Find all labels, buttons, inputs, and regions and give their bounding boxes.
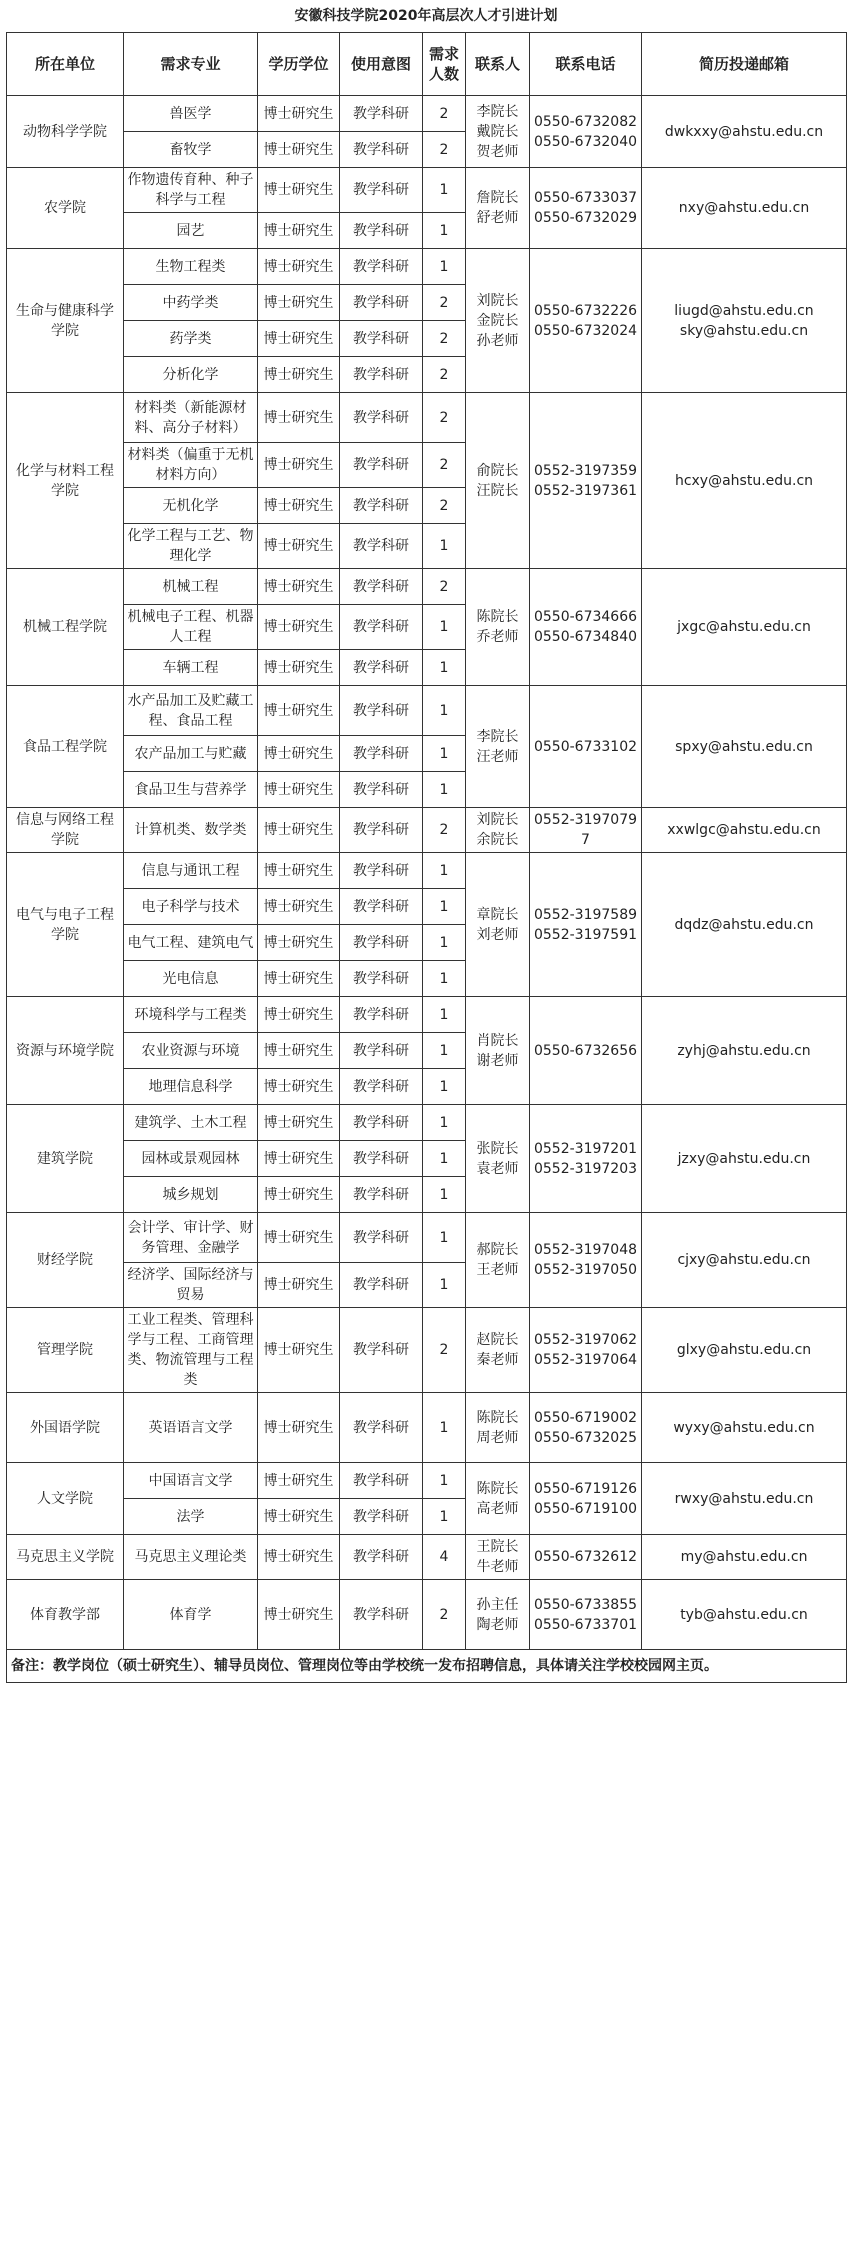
unit-cell: 财经学院 — [7, 1213, 124, 1308]
degree-cell: 博士研究生 — [258, 1308, 340, 1393]
contact-cell: 李院长 汪老师 — [466, 686, 530, 808]
count-cell: 1 — [423, 168, 466, 213]
table-row — [7, 1463, 847, 1499]
count-cell: 1 — [423, 650, 466, 686]
contact-cell: 章院长 刘老师 — [466, 853, 530, 997]
table-row — [7, 686, 847, 736]
use-cell: 教学科研 — [340, 1033, 423, 1069]
degree-cell: 博士研究生 — [258, 524, 340, 569]
major-cell: 中国语言文学 — [124, 1463, 258, 1499]
use-cell: 教学科研 — [340, 1580, 423, 1650]
degree-cell: 博士研究生 — [258, 1141, 340, 1177]
use-cell: 教学科研 — [340, 1141, 423, 1177]
count-cell: 1 — [423, 889, 466, 925]
phone-cell: 0552-3197048 0552-3197050 — [530, 1213, 642, 1308]
count-cell: 1 — [423, 961, 466, 997]
major-cell: 地理信息科学 — [124, 1069, 258, 1105]
degree-cell: 博士研究生 — [258, 569, 340, 605]
phone-cell: 0552-3197062 0552-3197064 — [530, 1308, 642, 1393]
use-cell: 教学科研 — [340, 889, 423, 925]
degree-cell: 博士研究生 — [258, 772, 340, 808]
use-cell: 教学科研 — [340, 443, 423, 488]
major-cell: 农产品加工与贮藏 — [124, 736, 258, 772]
table-row — [7, 1535, 847, 1580]
major-cell: 建筑学、土木工程 — [124, 1105, 258, 1141]
degree-cell: 博士研究生 — [258, 1580, 340, 1650]
degree-cell: 博士研究生 — [258, 357, 340, 393]
major-cell: 园艺 — [124, 213, 258, 249]
email-cell: dwkxxy@ahstu.edu.cn — [642, 96, 847, 168]
degree-cell: 博士研究生 — [258, 1463, 340, 1499]
contact-cell: 郝院长 王老师 — [466, 1213, 530, 1308]
major-cell: 化学工程与工艺、物理化学 — [124, 524, 258, 569]
header-degree: 学历学位 — [258, 33, 340, 96]
table-row — [7, 997, 847, 1033]
phone-cell: 0550-6732612 — [530, 1535, 642, 1580]
use-cell: 教学科研 — [340, 605, 423, 650]
footnote: 备注：教学岗位（硕士研究生）、辅导员岗位、管理岗位等由学校统一发布招聘信息，具体请关注学校校园网主页。 — [7, 1650, 847, 1683]
use-cell: 教学科研 — [340, 569, 423, 605]
degree-cell: 博士研究生 — [258, 1033, 340, 1069]
count-cell: 1 — [423, 1213, 466, 1263]
use-cell: 教学科研 — [340, 524, 423, 569]
degree-cell: 博士研究生 — [258, 1535, 340, 1580]
header-unit: 所在单位 — [7, 33, 124, 96]
count-cell: 2 — [423, 443, 466, 488]
table-row — [7, 569, 847, 605]
unit-cell: 马克思主义学院 — [7, 1535, 124, 1580]
unit-cell: 建筑学院 — [7, 1105, 124, 1213]
unit-cell: 体育教学部 — [7, 1580, 124, 1650]
use-cell: 教学科研 — [340, 321, 423, 357]
major-cell: 车辆工程 — [124, 650, 258, 686]
phone-cell: 0550-6733855 0550-6733701 — [530, 1580, 642, 1650]
degree-cell: 博士研究生 — [258, 997, 340, 1033]
major-cell: 会计学、审计学、财务管理、金融学 — [124, 1213, 258, 1263]
use-cell: 教学科研 — [340, 1393, 423, 1463]
email-cell: rwxy@ahstu.edu.cn — [642, 1463, 847, 1535]
phone-cell: 0552-31970797 — [530, 808, 642, 853]
header-phone: 联系电话 — [530, 33, 642, 96]
major-cell: 计算机类、数学类 — [124, 808, 258, 853]
count-cell: 2 — [423, 357, 466, 393]
table-row — [7, 1393, 847, 1463]
use-cell: 教学科研 — [340, 1177, 423, 1213]
count-cell: 1 — [423, 772, 466, 808]
count-cell: 2 — [423, 1580, 466, 1650]
use-cell: 教学科研 — [340, 132, 423, 168]
header-row — [7, 33, 847, 96]
phone-cell: 0550-6733037 0550-6732029 — [530, 168, 642, 249]
degree-cell: 博士研究生 — [258, 1105, 340, 1141]
major-cell: 材料类（偏重于无机材料方向） — [124, 443, 258, 488]
contact-cell: 赵院长 秦老师 — [466, 1308, 530, 1393]
contact-cell: 陈院长 乔老师 — [466, 569, 530, 686]
major-cell: 分析化学 — [124, 357, 258, 393]
major-cell: 体育学 — [124, 1580, 258, 1650]
count-cell: 1 — [423, 249, 466, 285]
contact-cell: 詹院长 舒老师 — [466, 168, 530, 249]
count-cell: 2 — [423, 569, 466, 605]
major-cell: 马克思主义理论类 — [124, 1535, 258, 1580]
degree-cell: 博士研究生 — [258, 132, 340, 168]
use-cell: 教学科研 — [340, 997, 423, 1033]
phone-cell: 0552-3197201 0552-3197203 — [530, 1105, 642, 1213]
major-cell: 英语语言文学 — [124, 1393, 258, 1463]
unit-cell: 食品工程学院 — [7, 686, 124, 808]
use-cell: 教学科研 — [340, 1308, 423, 1393]
use-cell: 教学科研 — [340, 772, 423, 808]
count-cell: 2 — [423, 321, 466, 357]
use-cell: 教学科研 — [340, 285, 423, 321]
use-cell: 教学科研 — [340, 213, 423, 249]
count-cell: 2 — [423, 488, 466, 524]
count-cell: 2 — [423, 96, 466, 132]
use-cell: 教学科研 — [340, 1535, 423, 1580]
count-cell: 1 — [423, 1177, 466, 1213]
count-cell: 1 — [423, 1033, 466, 1069]
unit-cell: 动物科学学院 — [7, 96, 124, 168]
use-cell: 教学科研 — [340, 357, 423, 393]
degree-cell: 博士研究生 — [258, 96, 340, 132]
use-cell: 教学科研 — [340, 961, 423, 997]
table-row — [7, 393, 847, 443]
phone-cell: 0550-6732082 0550-6732040 — [530, 96, 642, 168]
use-cell: 教学科研 — [340, 1499, 423, 1535]
degree-cell: 博士研究生 — [258, 321, 340, 357]
phone-cell: 0550-6732226 0550-6732024 — [530, 249, 642, 393]
recruitment-table — [6, 32, 847, 1683]
major-cell: 电气工程、建筑电气 — [124, 925, 258, 961]
use-cell: 教学科研 — [340, 736, 423, 772]
major-cell: 生物工程类 — [124, 249, 258, 285]
phone-cell: 0552-3197589 0552-3197591 — [530, 853, 642, 997]
unit-cell: 农学院 — [7, 168, 124, 249]
phone-cell: 0550-6732656 — [530, 997, 642, 1105]
use-cell: 教学科研 — [340, 1105, 423, 1141]
email-cell: my@ahstu.edu.cn — [642, 1535, 847, 1580]
email-cell: tyb@ahstu.edu.cn — [642, 1580, 847, 1650]
major-cell: 畜牧学 — [124, 132, 258, 168]
email-cell: jzxy@ahstu.edu.cn — [642, 1105, 847, 1213]
degree-cell: 博士研究生 — [258, 1263, 340, 1308]
phone-cell: 0550-6734666 0550-6734840 — [530, 569, 642, 686]
use-cell: 教学科研 — [340, 686, 423, 736]
contact-cell: 刘院长 余院长 — [466, 808, 530, 853]
count-cell: 1 — [423, 1263, 466, 1308]
major-cell: 水产品加工及贮藏工程、食品工程 — [124, 686, 258, 736]
table-row — [7, 249, 847, 285]
count-cell: 1 — [423, 1393, 466, 1463]
count-cell: 1 — [423, 925, 466, 961]
degree-cell: 博士研究生 — [258, 925, 340, 961]
email-cell: wyxy@ahstu.edu.cn — [642, 1393, 847, 1463]
email-cell: zyhj@ahstu.edu.cn — [642, 997, 847, 1105]
count-cell: 2 — [423, 285, 466, 321]
degree-cell: 博士研究生 — [258, 961, 340, 997]
use-cell: 教学科研 — [340, 249, 423, 285]
degree-cell: 博士研究生 — [258, 853, 340, 889]
major-cell: 农业资源与环境 — [124, 1033, 258, 1069]
unit-cell: 生命与健康科学学院 — [7, 249, 124, 393]
unit-cell: 化学与材料工程学院 — [7, 393, 124, 569]
table-row — [7, 1213, 847, 1263]
contact-cell: 王院长 牛老师 — [466, 1535, 530, 1580]
count-cell: 1 — [423, 524, 466, 569]
email-cell: dqdz@ahstu.edu.cn — [642, 853, 847, 997]
degree-cell: 博士研究生 — [258, 1177, 340, 1213]
use-cell: 教学科研 — [340, 1263, 423, 1308]
degree-cell: 博士研究生 — [258, 443, 340, 488]
phone-cell: 0550-6719126 0550-6719100 — [530, 1463, 642, 1535]
major-cell: 信息与通讯工程 — [124, 853, 258, 889]
contact-cell: 俞院长 汪院长 — [466, 393, 530, 569]
major-cell: 电子科学与技术 — [124, 889, 258, 925]
count-cell: 2 — [423, 393, 466, 443]
header-email: 简历投递邮箱 — [642, 33, 847, 96]
use-cell: 教学科研 — [340, 1463, 423, 1499]
header-use: 使用意图 — [340, 33, 423, 96]
use-cell: 教学科研 — [340, 925, 423, 961]
major-cell: 城乡规划 — [124, 1177, 258, 1213]
unit-cell: 管理学院 — [7, 1308, 124, 1393]
use-cell: 教学科研 — [340, 393, 423, 443]
unit-cell: 机械工程学院 — [7, 569, 124, 686]
use-cell: 教学科研 — [340, 168, 423, 213]
phone-cell: 0550-6733102 — [530, 686, 642, 808]
degree-cell: 博士研究生 — [258, 168, 340, 213]
degree-cell: 博士研究生 — [258, 213, 340, 249]
count-cell: 1 — [423, 605, 466, 650]
degree-cell: 博士研究生 — [258, 249, 340, 285]
unit-cell: 资源与环境学院 — [7, 997, 124, 1105]
count-cell: 1 — [423, 1463, 466, 1499]
contact-cell: 陈院长 周老师 — [466, 1393, 530, 1463]
count-cell: 4 — [423, 1535, 466, 1580]
header-count: 需求人数 — [423, 33, 466, 96]
email-cell: jxgc@ahstu.edu.cn — [642, 569, 847, 686]
contact-cell: 肖院长 谢老师 — [466, 997, 530, 1105]
major-cell: 机械电子工程、机器人工程 — [124, 605, 258, 650]
major-cell: 法学 — [124, 1499, 258, 1535]
count-cell: 2 — [423, 1308, 466, 1393]
major-cell: 材料类（新能源材料、高分子材料） — [124, 393, 258, 443]
unit-cell: 人文学院 — [7, 1463, 124, 1535]
table-row — [7, 1580, 847, 1650]
use-cell: 教学科研 — [340, 1069, 423, 1105]
table-row — [7, 808, 847, 853]
major-cell: 工业工程类、管理科学与工程、工商管理类、物流管理与工程类 — [124, 1308, 258, 1393]
email-cell: liugd@ahstu.edu.cn sky@ahstu.edu.cn — [642, 249, 847, 393]
major-cell: 无机化学 — [124, 488, 258, 524]
count-cell: 1 — [423, 736, 466, 772]
count-cell: 1 — [423, 686, 466, 736]
contact-cell: 张院长 袁老师 — [466, 1105, 530, 1213]
use-cell: 教学科研 — [340, 1213, 423, 1263]
phone-cell: 0550-6719002 0550-6732025 — [530, 1393, 642, 1463]
major-cell: 光电信息 — [124, 961, 258, 997]
table-row — [7, 853, 847, 889]
header-contact: 联系人 — [466, 33, 530, 96]
count-cell: 1 — [423, 1069, 466, 1105]
unit-cell: 外国语学院 — [7, 1393, 124, 1463]
email-cell: nxy@ahstu.edu.cn — [642, 168, 847, 249]
degree-cell: 博士研究生 — [258, 686, 340, 736]
degree-cell: 博士研究生 — [258, 1069, 340, 1105]
major-cell: 中药学类 — [124, 285, 258, 321]
count-cell: 1 — [423, 1499, 466, 1535]
count-cell: 1 — [423, 853, 466, 889]
degree-cell: 博士研究生 — [258, 889, 340, 925]
use-cell: 教学科研 — [340, 853, 423, 889]
count-cell: 2 — [423, 808, 466, 853]
major-cell: 环境科学与工程类 — [124, 997, 258, 1033]
degree-cell: 博士研究生 — [258, 393, 340, 443]
degree-cell: 博士研究生 — [258, 605, 340, 650]
table-body — [7, 96, 847, 1650]
use-cell: 教学科研 — [340, 650, 423, 686]
major-cell: 食品卫生与营养学 — [124, 772, 258, 808]
header-major: 需求专业 — [124, 33, 258, 96]
major-cell: 兽医学 — [124, 96, 258, 132]
degree-cell: 博士研究生 — [258, 808, 340, 853]
degree-cell: 博士研究生 — [258, 1499, 340, 1535]
table-row — [7, 96, 847, 132]
major-cell: 经济学、国际经济与贸易 — [124, 1263, 258, 1308]
major-cell: 药学类 — [124, 321, 258, 357]
degree-cell: 博士研究生 — [258, 488, 340, 524]
unit-cell: 电气与电子工程学院 — [7, 853, 124, 997]
contact-cell: 李院长 戴院长 贺老师 — [466, 96, 530, 168]
contact-cell: 刘院长 金院长 孙老师 — [466, 249, 530, 393]
degree-cell: 博士研究生 — [258, 1393, 340, 1463]
use-cell: 教学科研 — [340, 808, 423, 853]
major-cell: 机械工程 — [124, 569, 258, 605]
degree-cell: 博士研究生 — [258, 285, 340, 321]
count-cell: 2 — [423, 132, 466, 168]
email-cell: glxy@ahstu.edu.cn — [642, 1308, 847, 1393]
email-cell: spxy@ahstu.edu.cn — [642, 686, 847, 808]
count-cell: 1 — [423, 1105, 466, 1141]
contact-cell: 陈院长 高老师 — [466, 1463, 530, 1535]
degree-cell: 博士研究生 — [258, 1213, 340, 1263]
table-row — [7, 1105, 847, 1141]
degree-cell: 博士研究生 — [258, 650, 340, 686]
count-cell: 1 — [423, 1141, 466, 1177]
degree-cell: 博士研究生 — [258, 736, 340, 772]
count-cell: 1 — [423, 997, 466, 1033]
major-cell: 园林或景观园林 — [124, 1141, 258, 1177]
table-row — [7, 168, 847, 213]
document-title: 安徽科技学院2020年高层次人才引进计划 — [294, 8, 558, 24]
email-cell: cjxy@ahstu.edu.cn — [642, 1213, 847, 1308]
major-cell: 作物遗传育种、种子科学与工程 — [124, 168, 258, 213]
count-cell: 1 — [423, 213, 466, 249]
contact-cell: 孙主任 陶老师 — [466, 1580, 530, 1650]
use-cell: 教学科研 — [340, 96, 423, 132]
phone-cell: 0552-3197359 0552-3197361 — [530, 393, 642, 569]
unit-cell: 信息与网络工程学院 — [7, 808, 124, 853]
email-cell: hcxy@ahstu.edu.cn — [642, 393, 847, 569]
table-row — [7, 1308, 847, 1393]
email-cell: xxwlgc@ahstu.edu.cn — [642, 808, 847, 853]
use-cell: 教学科研 — [340, 488, 423, 524]
